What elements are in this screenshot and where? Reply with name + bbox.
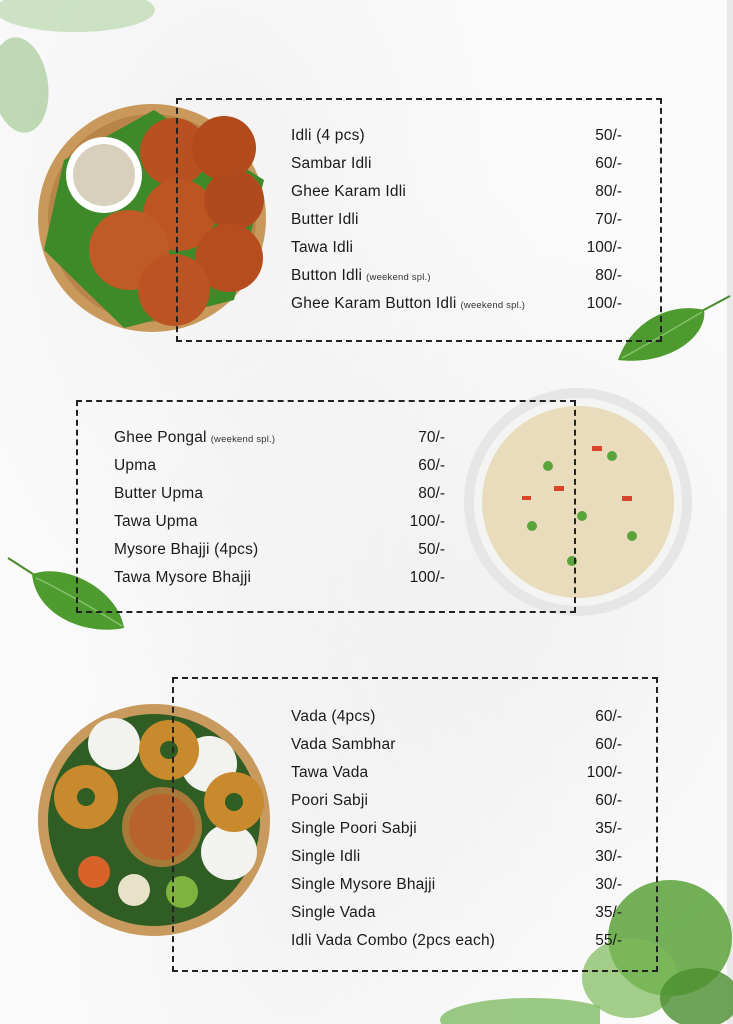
menu-item <box>114 565 445 593</box>
item-price: 50/- <box>418 541 445 558</box>
item-price: 35/- <box>595 820 622 837</box>
item-note: (weekend spl.) <box>460 300 526 311</box>
idli-menu-list <box>291 123 622 319</box>
item-name: Single Vada <box>291 904 376 921</box>
item-name: Ghee Karam Button Idli (weekend spl.) <box>291 295 526 312</box>
item-price: 80/- <box>595 267 622 284</box>
menu-item <box>291 844 622 872</box>
item-price: 100/- <box>586 295 622 312</box>
item-price: 60/- <box>595 708 622 725</box>
vada-menu-list <box>291 704 622 956</box>
item-name: Idli Vada Combo (2pcs each) <box>291 932 496 949</box>
item-name: Button Idli (weekend spl.) <box>291 267 431 284</box>
item-price: 60/- <box>418 457 445 474</box>
item-name: Single Poori Sabji <box>291 820 417 837</box>
menu-item <box>291 760 622 788</box>
item-price: 80/- <box>418 485 445 502</box>
menu-item <box>291 235 622 263</box>
menu-item <box>291 123 622 151</box>
item-price: 30/- <box>595 848 622 865</box>
menu-item <box>291 872 622 900</box>
menu-item <box>291 732 622 760</box>
item-price: 70/- <box>418 429 445 446</box>
item-price: 55/- <box>595 932 622 949</box>
menu-item <box>114 453 445 481</box>
menu-item <box>114 425 445 453</box>
leaf-decoration-bottom <box>430 990 600 1024</box>
item-name: Idli (4 pcs) <box>291 127 365 144</box>
item-name: Single Idli <box>291 848 361 865</box>
menu-item <box>291 816 622 844</box>
menu-item <box>291 151 622 179</box>
item-name: Tawa Mysore Bhajji <box>114 569 252 586</box>
item-name: Mysore Bhajji (4pcs) <box>114 541 259 558</box>
upma-menu-list <box>114 425 445 593</box>
menu-item <box>114 481 445 509</box>
item-note: (weekend spl.) <box>366 272 431 283</box>
item-price: 60/- <box>595 792 622 809</box>
item-name: Vada (4pcs) <box>291 708 376 725</box>
menu-item <box>291 179 622 207</box>
item-price: 100/- <box>586 764 622 781</box>
item-price: 100/- <box>409 513 445 530</box>
item-price: 60/- <box>595 155 622 172</box>
item-name: Single Mysore Bhajji <box>291 876 436 893</box>
item-name: Tawa Idli <box>291 239 354 256</box>
item-name: Butter Upma <box>114 485 204 502</box>
item-price: 50/- <box>595 127 622 144</box>
item-name: Ghee Karam Idli <box>291 183 406 200</box>
menu-item <box>291 900 622 928</box>
menu-item <box>291 291 622 319</box>
item-name: Upma <box>114 457 157 474</box>
menu-item <box>291 788 622 816</box>
item-price: 60/- <box>595 736 622 753</box>
item-note: (weekend spl.) <box>210 434 276 445</box>
item-name: Tawa Upma <box>114 513 198 530</box>
item-name: Ghee Pongal (weekend spl.) <box>114 429 276 446</box>
item-price: 30/- <box>595 876 622 893</box>
menu-item <box>114 537 445 565</box>
menu-item <box>291 928 622 956</box>
item-name: Tawa Vada <box>291 764 369 781</box>
menu-item <box>291 704 622 732</box>
menu-item <box>291 263 622 291</box>
item-name: Vada Sambhar <box>291 736 396 753</box>
item-price: 80/- <box>595 183 622 200</box>
item-name: Sambar Idli <box>291 155 372 172</box>
item-price: 100/- <box>586 239 622 256</box>
item-price: 100/- <box>409 569 445 586</box>
menu-item <box>291 207 622 235</box>
item-price: 70/- <box>595 211 622 228</box>
item-name: Butter Idli <box>291 211 359 228</box>
item-name: Poori Sabji <box>291 792 369 809</box>
menu-item <box>114 509 445 537</box>
item-price: 35/- <box>595 904 622 921</box>
